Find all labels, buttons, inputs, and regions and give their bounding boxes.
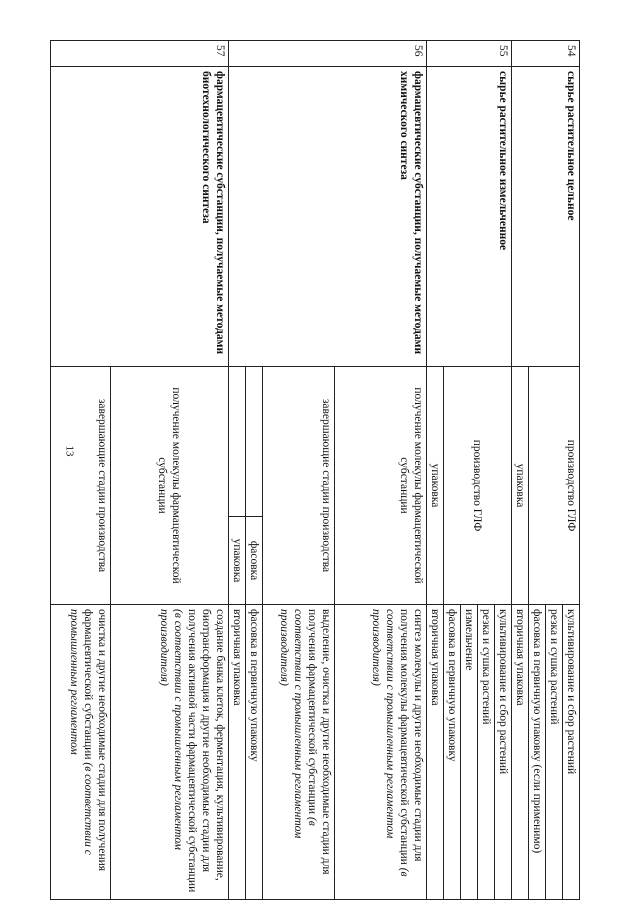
- table-row-56: [334, 41, 426, 900]
- row-number: 54: [511, 41, 579, 67]
- operation: фасовка в первичную упаковку (если применимо): [528, 605, 545, 900]
- operation-text: синтез молекулы и другие необходимые стадии для получения молекулы фармацевтической субстанции: [397, 609, 424, 865]
- table-row-55: [494, 41, 511, 900]
- operation: фасовка в первичную упаковку: [245, 605, 262, 900]
- stage-name: упаковка: [426, 367, 443, 605]
- regulation-note: (в соответствии с промышленным регламентом производителя): [157, 609, 184, 850]
- operation: измельчение: [460, 605, 477, 900]
- operation-text: очистка и другие необходимые стадии для получения фармацевтической субстанции: [81, 609, 108, 872]
- row-number: 57: [50, 41, 228, 67]
- operation-text: выделение, очистка и другие необходимые стадии для получения фармацевтической субстанции: [305, 609, 332, 875]
- operation: культивирование и сбор растений: [494, 605, 511, 900]
- regulation-note: (в соответствии с промышленным регламентом производителя): [369, 609, 410, 877]
- sub-stage-name: упаковка: [228, 517, 245, 605]
- classification-table: [50, 40, 580, 900]
- operation: резка и сушка растений: [545, 605, 562, 900]
- page-number: 13: [63, 445, 76, 457]
- product-name: фармацевтические субстанции, получаемые методами химического синтеза: [228, 67, 426, 367]
- operation: вторичная упаковка: [426, 605, 443, 900]
- operation: [334, 605, 426, 900]
- stage-name: завершающие стадии производства: [262, 367, 334, 605]
- operation: вторичная упаковка: [511, 605, 528, 900]
- operation: резка и сушка растений: [477, 605, 494, 900]
- operation: [110, 605, 228, 900]
- rotated-table-container: [65, 40, 580, 900]
- operation: [50, 605, 110, 900]
- row-number: 56: [228, 41, 426, 67]
- operation: [262, 605, 334, 900]
- operation: вторичная упаковка: [228, 605, 245, 900]
- operation-text: создание банка клеток, ферментация, культивирование, биотрансформация и другие необходимые стадии для получения активной части фармацевтической субстанции: [185, 609, 226, 893]
- sub-stage-name: фасовка: [245, 517, 262, 605]
- stage-name: упаковка: [511, 367, 528, 605]
- product-name: сырье растительное цельное: [511, 67, 579, 367]
- stage-name: производство ГЛФ: [443, 367, 511, 605]
- stage-name: получение молекулы фармацевтической субстанции: [334, 367, 426, 605]
- regulation-note: (в соответствии с промышленным регламентом: [67, 609, 94, 855]
- operation: культивирование и сбор растений: [562, 605, 579, 900]
- table-row-54: [562, 41, 579, 900]
- product-name: фармацевтические субстанции, получаемые методами биотехнологического синтеза: [50, 67, 228, 367]
- product-name: сырье растительное измельченное: [426, 67, 511, 367]
- row-number: 55: [426, 41, 511, 67]
- table-row-57: [110, 41, 228, 900]
- operation: фасовка в первичную упаковку: [443, 605, 460, 900]
- stage-name: завершающие стадии производства: [50, 367, 110, 605]
- stage-name: производство ГЛФ: [528, 367, 579, 605]
- stage-name: получение молекулы фармацевтической субстанции: [110, 367, 228, 605]
- regulation-note: (в соответствии с промышленным регламентом производителя): [277, 609, 318, 839]
